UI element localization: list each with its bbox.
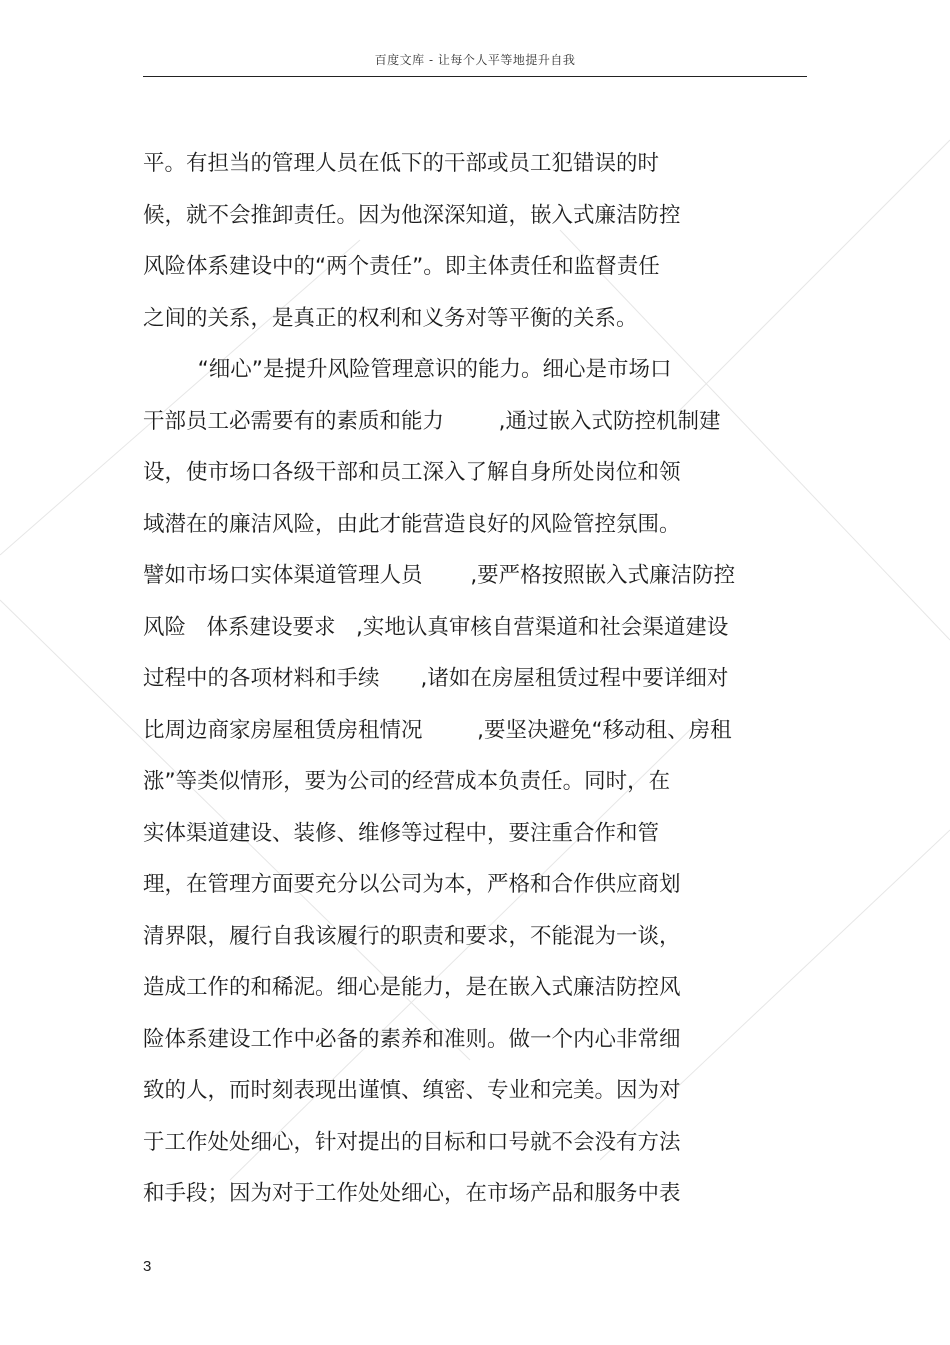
text-line: 造成工作的和稀泥。细心是能力，是在嵌入式廉洁防控风 xyxy=(143,975,681,1000)
text-line: 譬如市场口实体渠道管理人员 ,要严格按照嵌入式廉洁防控 xyxy=(143,563,736,588)
text-line: 风险 体系建设要求 ,实地认真审核自营渠道和社会渠道建设 xyxy=(143,614,729,640)
text-line: 涨”等类似情形，要为公司的经营成本负责任。同时，在 xyxy=(143,769,671,794)
text-line: 清界限，履行自我该履行的职责和要求，不能混为一谈， xyxy=(143,923,681,949)
text-line: 实体渠道建设、装修、维修等过程中，要注重合作和管 xyxy=(143,820,660,846)
text-line: 过程中的各项材料和手续 ,诸如在房屋租赁过程中要详细对 xyxy=(143,666,729,691)
text-line: 风险体系建设中的“两个责任”。即主体责任和监督责任 xyxy=(143,254,660,279)
text-line: 于工作处处细心，针对提出的目标和口号就不会没有方法 xyxy=(143,1129,681,1155)
text-line: 之间的关系，是真正的权利和义务对等平衡的关系。 xyxy=(143,305,638,331)
text-line: 和手段；因为对于工作处处细心，在市场产品和服务中表 xyxy=(143,1181,681,1206)
body-text xyxy=(143,146,783,1228)
page-number: 3 xyxy=(143,1258,152,1275)
text-line: 理，在管理方面要充分以公司为本，严格和合作供应商划 xyxy=(143,872,681,897)
text-line: 比周边商家房屋租赁房租情况 ,要坚决避免“移动租、房租 xyxy=(143,717,732,743)
text-line: 候，就不会推卸责任。因为他深深知道，嵌入式廉洁防控 xyxy=(143,202,681,228)
text-line: 设，使市场口各级干部和员工深入了解自身所处岗位和领 xyxy=(143,460,681,485)
text-line: 域潜在的廉洁风险，由此才能营造良好的风险管控氛围。 xyxy=(143,511,681,537)
text-line: “细心”是提升风险管理意识的能力。细心是市场口 xyxy=(143,357,672,382)
text-line: 险体系建设工作中必备的素养和准则。做一个内心非常细 xyxy=(143,1026,681,1052)
page-header: 百度文库 - 让每个人平等地提升自我 xyxy=(374,53,576,67)
text-line: 平。有担当的管理人员在低下的干部或员工犯错误的时 xyxy=(143,151,660,176)
text-line: 致的人，而时刻表现出谨慎、缜密、专业和完美。因为对 xyxy=(143,1078,681,1103)
header-divider xyxy=(143,76,807,77)
text-line: 干部员工必需要有的素质和能力 ,通过嵌入式防控机制建 xyxy=(143,408,721,434)
